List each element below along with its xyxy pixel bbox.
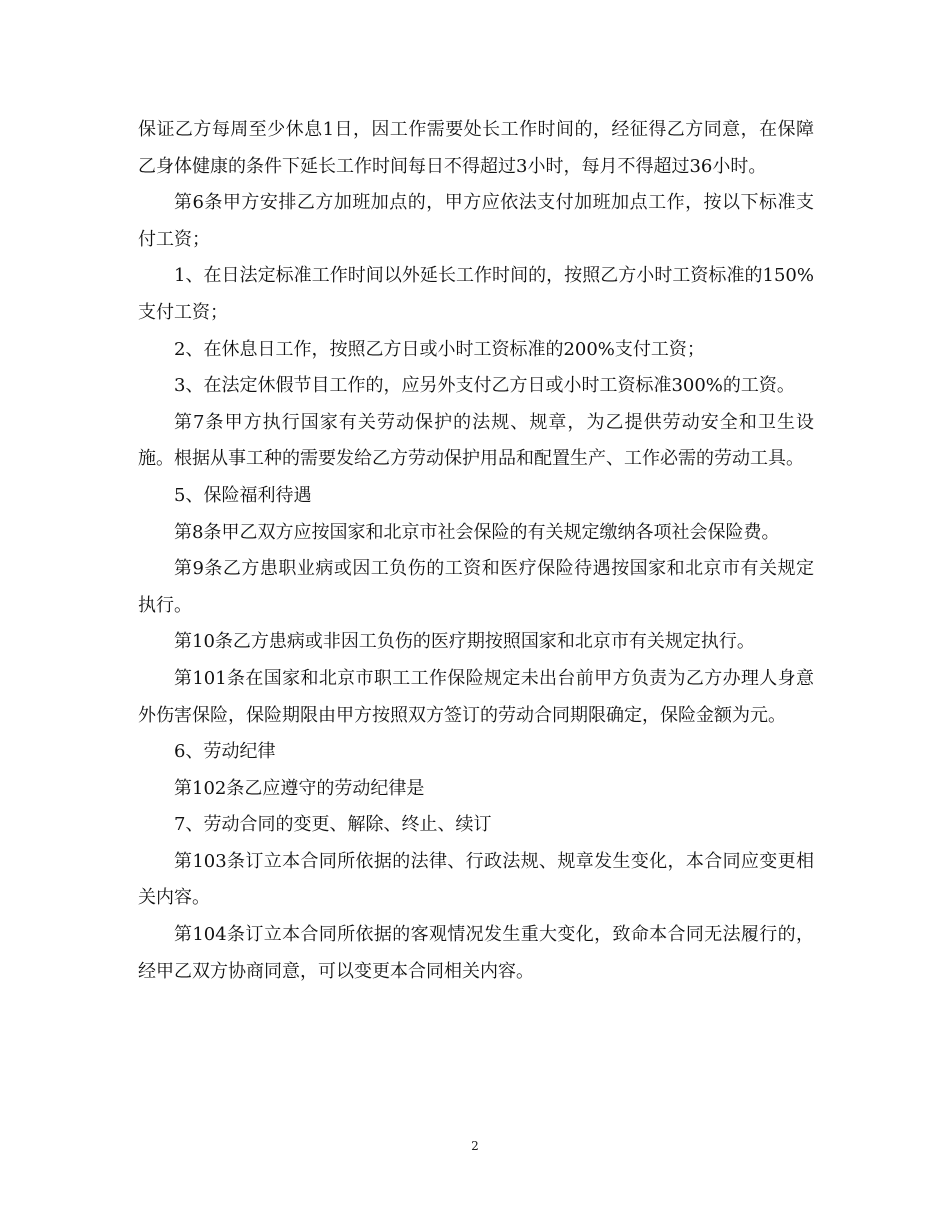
paragraph-article-101: 第101条在国家和北京市职工工作保险规定未出台前甲方负责为乙方办理人身意外伤害保险，保险期限由甲方按照双方签订的劳动合同期限确定，保险金额为元。	[138, 667, 814, 726]
paragraph-article-102: 第102条乙应遵守的劳动纪律是	[174, 777, 425, 799]
paragraph-article-6: 第6条甲方安排乙方加班加点的，甲方应依法支付加班加点工作，按以下标准支付工资；	[138, 192, 814, 250]
paragraph-article-104: 第104条订立本合同所依据的客观情况发生重大变化，致命本合同无法履行的，经甲乙双方协商同意，可以变更本合同相关内容。	[138, 924, 814, 982]
document-body	[138, 112, 814, 990]
section-heading-insurance-welfare: 5、保险福利待遇	[174, 484, 312, 506]
paragraph-overtime-item-3: 3、在法定休假节目工作的，应另外支付乙方日或小时工资标准300%的工资。	[174, 375, 795, 397]
paragraph-article-7: 第7条甲方执行国家有关劳动保护的法规、规章，为乙提供劳动安全和卫生设施。根据从事工种的需要发给乙方劳动保护用品和配置生产、工作必需的劳动工具。	[138, 411, 814, 470]
paragraph-article-103: 第103条订立本合同所依据的法律、行政法规、规章发生变化，本合同应变更相关内容。	[138, 850, 814, 909]
paragraph-article-9: 第9条乙方患职业病或因工负伤的工资和医疗保险待遇按国家和北京市有关规定执行。	[138, 558, 814, 616]
paragraph-overtime-item-2: 2、在休息日工作，按照乙方日或小时工资标准的200%支付工资；	[174, 338, 705, 360]
paragraph-overtime-item-1: 1、在日法定标准工作时间以外延长工作时间的，按照乙方小时工资标准的150%支付工资；	[138, 265, 814, 323]
paragraph-article-10: 第10条乙方患病或非因工负伤的医疗期按照国家和北京市有关规定执行。	[174, 631, 755, 653]
section-heading-contract-changes: 7、劳动合同的变更、解除、终止、续订	[174, 814, 492, 836]
paragraph-continued-rest-days: 保证乙方每周至少休息1日，因工作需要处长工作时间的，经征得乙方同意，在保障乙身体健康的条件下延长工作时间每日不得超过3小时，每月不得超过36小时。	[138, 119, 814, 177]
paragraph-article-8: 第8条甲乙双方应按国家和北京市社会保险的有关规定缴纳各项社会保险费。	[174, 521, 780, 543]
page-number: 2	[471, 1139, 479, 1153]
section-heading-labor-discipline: 6、劳动纪律	[174, 741, 276, 763]
